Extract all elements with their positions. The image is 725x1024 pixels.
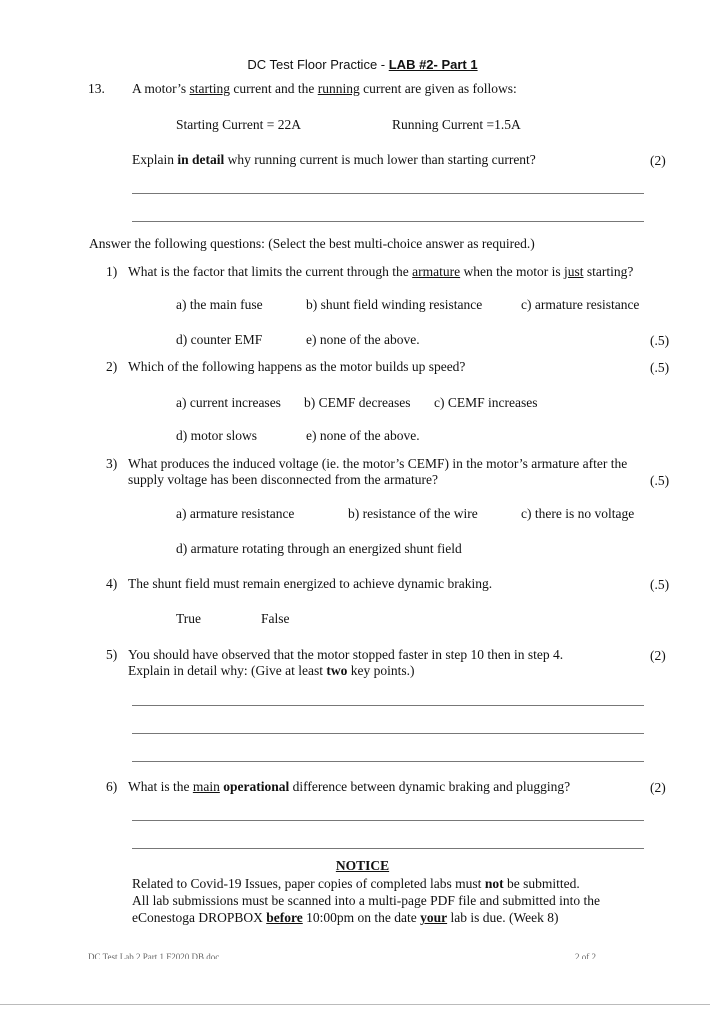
q6-answer-line-1[interactable] <box>132 820 644 821</box>
notice-line1-a: Related to Covid-19 Issues, paper copies of completed labs must <box>132 876 485 891</box>
q13-explain-bold: in detail <box>177 152 225 167</box>
q3-option-d[interactable]: d) armature rotating through an energized shunt field <box>176 541 462 556</box>
q1-text-b: when the motor is <box>460 264 565 279</box>
q13-explain <box>132 152 536 168</box>
q13-answer-line-2[interactable] <box>132 221 644 222</box>
q13-text-b: current and the <box>230 81 318 96</box>
q2-marks: (.5) <box>650 360 670 375</box>
q13-starting: starting <box>189 81 231 96</box>
q2-option-c[interactable]: c) CEMF increases <box>434 395 538 410</box>
q1-option-e[interactable]: e) none of the above. <box>306 332 420 347</box>
notice-line-3 <box>132 910 558 926</box>
q5-answer-line-1[interactable] <box>132 705 644 706</box>
q5-answer-line-2[interactable] <box>132 733 644 734</box>
q6-text-a: What is the <box>128 779 193 794</box>
q1-text-a: What is the factor that limits the current through the <box>128 264 413 279</box>
q13-running: running <box>317 81 360 96</box>
notice-title: NOTICE <box>335 858 390 873</box>
notice-line-2: All lab submissions must be scanned into a multi-page PDF file and submitted into the <box>132 893 600 908</box>
q2-option-b[interactable]: b) CEMF decreases <box>304 395 411 410</box>
notice-your: your <box>420 910 448 925</box>
q6-answer-line-2[interactable] <box>132 848 644 849</box>
q4-marks: (.5) <box>650 577 670 592</box>
q1-option-a[interactable]: a) the main fuse <box>176 297 263 312</box>
q6-text-b: difference between dynamic braking and plugging? <box>289 779 571 794</box>
q1-option-d[interactable]: d) counter EMF <box>176 332 263 347</box>
q13-text-a: A motor’s <box>132 81 190 96</box>
q2-option-d[interactable]: d) motor slows <box>176 428 257 443</box>
footer-filename: DC Test Lab 2 Part 1 F2020 DB.doc <box>88 952 220 959</box>
q2-option-a[interactable]: a) current increases <box>176 395 281 410</box>
scan-edge-line <box>0 1004 710 1005</box>
q6-main: main <box>192 779 220 794</box>
q6-marks: (2) <box>650 780 666 795</box>
notice-line3-c: lab is due. (Week 8) <box>447 910 559 925</box>
q5-line2-b: key points.) <box>347 663 415 678</box>
q5-line2-bold: two <box>326 663 348 678</box>
q2-text: Which of the following happens as the motor builds up speed? <box>128 359 466 374</box>
notice-line3-a: eConestoga DROPBOX <box>132 910 267 925</box>
q3-option-a[interactable]: a) armature resistance <box>176 506 295 521</box>
q4-option-true[interactable]: True <box>176 611 202 626</box>
q6-text <box>128 779 570 795</box>
q13-explain-a: Explain <box>132 152 178 167</box>
q6-number: 6) <box>106 779 118 794</box>
q5-marks: (2) <box>650 648 666 663</box>
running-current: Running Current =1.5A <box>392 117 521 132</box>
q3-marks: (.5) <box>650 473 670 488</box>
title-prefix: DC Test Floor Practice - <box>247 57 389 72</box>
notice-before: before <box>266 910 303 925</box>
footer-page-number: 2 of 2 <box>575 952 596 959</box>
section-intro: Answer the following questions: (Select the best multi-choice answer as required.) <box>89 236 535 251</box>
page-title <box>0 57 725 72</box>
q4-option-false[interactable]: False <box>261 611 290 626</box>
q1-option-b[interactable]: b) shunt field winding resistance <box>306 297 483 312</box>
q5-answer-line-3[interactable] <box>132 761 644 762</box>
q13-answer-line-1[interactable] <box>132 193 644 194</box>
q13-text <box>132 81 517 97</box>
q3-option-b[interactable]: b) resistance of the wire <box>348 506 478 521</box>
q5-number: 5) <box>106 647 118 662</box>
starting-current: Starting Current = 22A <box>176 117 301 132</box>
q4-number: 4) <box>106 576 118 591</box>
q3-number: 3) <box>106 456 118 471</box>
q3-text-line-1: What produces the induced voltage (ie. the motor’s CEMF) in the motor’s armature after the <box>128 456 628 471</box>
q1-marks: (.5) <box>650 333 670 348</box>
q13-number: 13. <box>88 81 105 96</box>
q5-line2-a: Explain in detail why: (Give at least <box>128 663 327 678</box>
q1-armature: armature <box>412 264 461 279</box>
q1-option-c[interactable]: c) armature resistance <box>521 297 640 312</box>
title-bold: LAB #2- Part 1 <box>388 57 478 72</box>
notice-line-1 <box>132 876 580 892</box>
q1-text-c: starting? <box>583 264 634 279</box>
q6-operational: operational <box>219 779 290 794</box>
q2-option-e[interactable]: e) none of the above. <box>306 428 420 443</box>
notice-line1-b: be submitted. <box>503 876 580 891</box>
q13-explain-b: why running current is much lower than starting current? <box>224 152 536 167</box>
q5-text-line-2 <box>128 663 414 679</box>
q2-number: 2) <box>106 359 118 374</box>
q4-text: The shunt field must remain energized to achieve dynamic braking. <box>128 576 493 591</box>
q13-marks: (2) <box>650 153 666 168</box>
q1-just: just <box>564 264 584 279</box>
q13-text-c: current are given as follows: <box>359 81 517 96</box>
q5-text-line-1: You should have observed that the motor stopped faster in step 10 then in step 4. <box>128 647 564 662</box>
q1-text <box>128 264 633 280</box>
q3-text-line-2: supply voltage has been disconnected from the armature? <box>128 472 439 487</box>
q3-option-c[interactable]: c) there is no voltage <box>521 506 635 521</box>
notice-not: not <box>484 876 504 891</box>
notice-line3-b: 10:00pm on the date <box>302 910 421 925</box>
q1-number: 1) <box>106 264 118 279</box>
